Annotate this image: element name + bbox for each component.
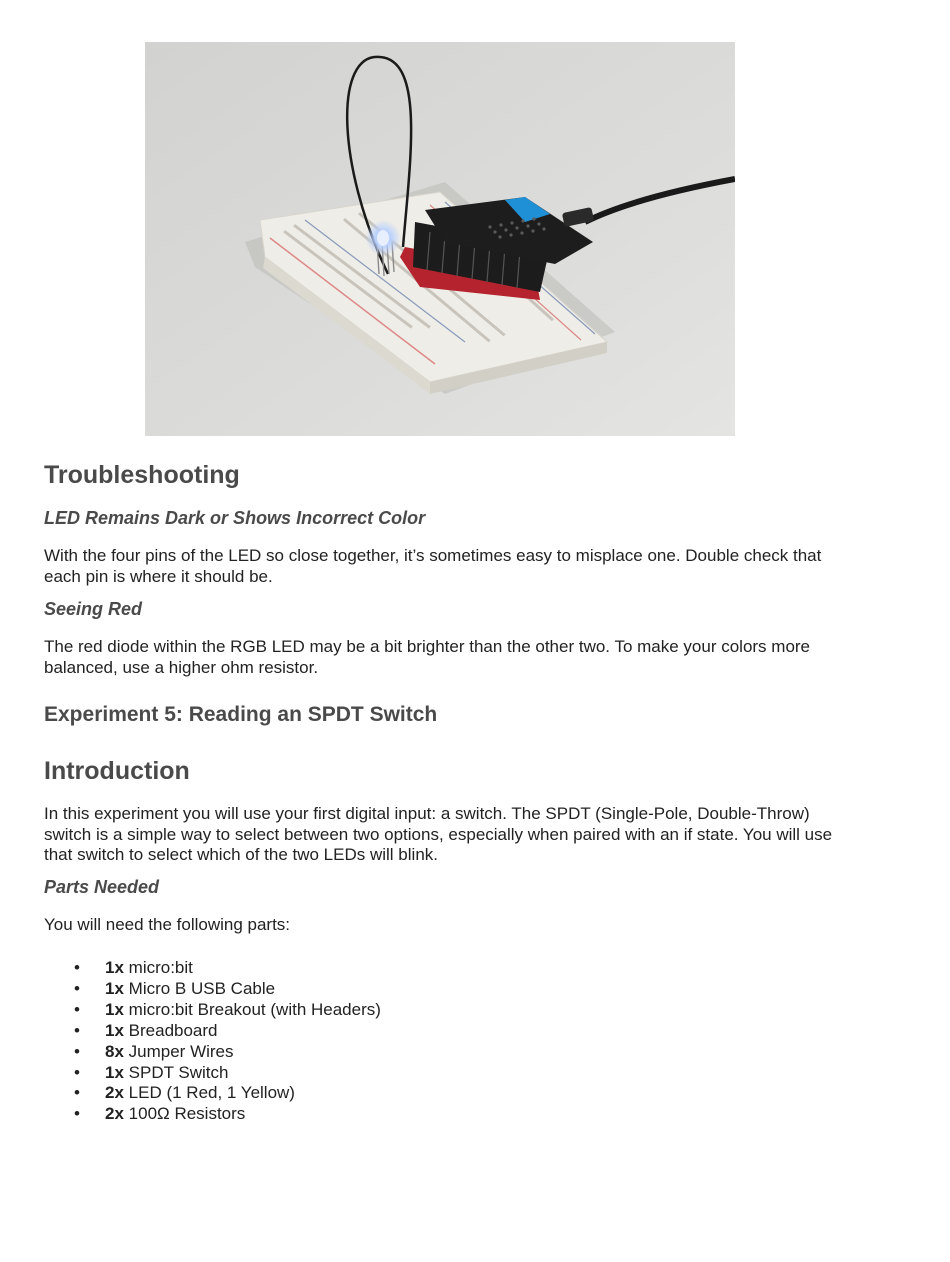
seeing-red-heading: Seeing Red: [44, 599, 143, 619]
led-dark-text: With the four pins of the LED so close together, it’s sometimes easy to misplace one. Double check that each pin is where it should be.: [44, 546, 822, 586]
part-name: micro:bit Breakout (with Headers): [128, 999, 381, 1019]
bullet: •: [74, 1041, 80, 1061]
part-name: LED (1 Red, 1 Yellow): [128, 1083, 295, 1103]
list-item: [44, 1042, 381, 1063]
list-item: [44, 1104, 381, 1125]
led-dark-heading: LED Remains Dark or Shows Incorrect Color: [44, 508, 426, 528]
part-quantity: 1x: [105, 1020, 124, 1040]
part-name: SPDT Switch: [128, 1062, 229, 1082]
parts-needed-heading: Parts Needed: [44, 877, 160, 897]
list-item: [44, 1063, 381, 1084]
bullet: •: [74, 1104, 80, 1124]
breadboard-photo: [145, 42, 735, 436]
part-quantity: 1x: [105, 1062, 124, 1082]
parts-list: [44, 958, 381, 1125]
part-quantity: 1x: [105, 999, 124, 1019]
bullet: •: [74, 958, 80, 977]
seeing-red-text: The red diode within the RGB LED may be a bit brighter than the other two. To make your colors more balanced, use a higher ohm resistor.: [44, 637, 811, 677]
list-item: [44, 958, 381, 979]
part-quantity: 2x: [105, 1083, 124, 1103]
introduction-heading: Introduction: [44, 757, 190, 785]
introduction-text: In this experiment you will use your first digital input: a switch. The SPDT (Single-Pole, Double-Throw) switch is a simple way to select between two options, especially when paired with an if state. You will use that switch to select which of the two LEDs will blink.: [44, 804, 833, 864]
parts-intro: You will need the following parts:: [44, 915, 291, 934]
bullet: •: [74, 1062, 80, 1082]
part-quantity: 1x: [105, 958, 124, 977]
bullet: •: [74, 1020, 80, 1040]
bullet: •: [74, 978, 80, 998]
part-name: Breadboard: [128, 1020, 218, 1040]
list-item: [44, 1083, 381, 1104]
led-body: [377, 230, 389, 246]
bullet: •: [74, 999, 80, 1019]
list-item: [44, 1021, 381, 1042]
list-item: [44, 979, 381, 1000]
list-item: [44, 1000, 381, 1021]
part-name: Micro B USB Cable: [128, 978, 276, 998]
bullet: •: [74, 1083, 80, 1103]
part-quantity: 1x: [105, 978, 124, 998]
experiment-heading: Experiment 5: Reading an SPDT Switch: [44, 703, 438, 726]
part-name: 100Ω Resistors: [128, 1104, 246, 1124]
part-name: Jumper Wires: [128, 1041, 234, 1061]
part-quantity: 8x: [105, 1041, 124, 1061]
troubleshooting-heading: Troubleshooting: [44, 461, 240, 489]
part-quantity: 2x: [105, 1104, 124, 1124]
part-name: micro:bit: [128, 958, 193, 977]
